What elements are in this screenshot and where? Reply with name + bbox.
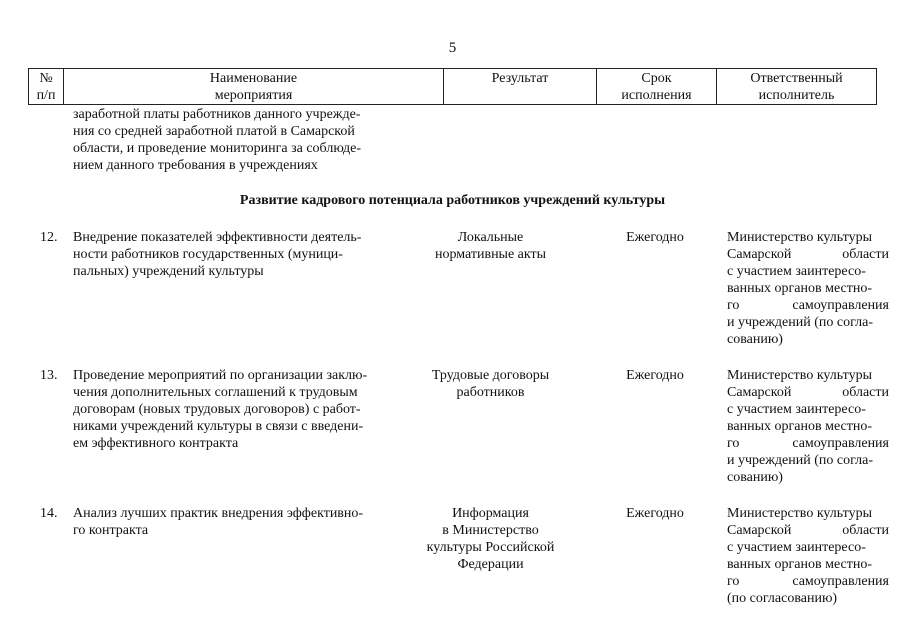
row-responsible: Министерство культуры Самарской области с участием заинтересо- ванных органов местно- го самоуправления и учреждений (по согла- сованию) xyxy=(727,230,889,347)
row-term: Ежегодно xyxy=(626,368,684,383)
row-name: Анализ лучших практик внедрения эффективно- го контракта xyxy=(73,506,364,538)
page-number: 5 xyxy=(448,40,457,56)
row-term: Ежегодно xyxy=(626,506,684,521)
row-name: Проведение мероприятий по организации заклю- чения дополнительных соглашений к трудовым договорам (новых трудовых договоров) с работ- никами учреждений культуры в связи с введени- ем эффективного контракта xyxy=(73,368,368,451)
table-header xyxy=(28,68,877,105)
section-title: Развитие кадрового потенциала работников учреждений культуры xyxy=(239,193,666,208)
row-number: 13. xyxy=(40,368,58,383)
header-term-column: Срок исполнения xyxy=(597,69,717,105)
row-responsible: Министерство культуры Самарской области с участием заинтересо- ванных органов местно- го самоуправления (по согласованию) xyxy=(727,506,889,606)
header-result-column: Результат xyxy=(444,69,597,105)
row-result: Трудовые договоры работников xyxy=(431,368,550,400)
header-responsible-column: Ответственный исполнитель xyxy=(717,69,877,105)
header-number-column: № п/п xyxy=(29,69,64,105)
row-number: 14. xyxy=(40,506,58,521)
row-term: Ежегодно xyxy=(626,230,684,245)
row-result: Информация в Министерство культуры Российской Федерации xyxy=(426,506,555,572)
row-name: Внедрение показателей эффективности деятель- ности работников государственных (муници- пальных) учреждений культуры xyxy=(73,230,362,279)
row-responsible: Министерство культуры Самарской области с участием заинтересо- ванных органов местно- го самоуправления и учреждений (по согла- сованию) xyxy=(727,368,889,485)
continuation-text: заработной платы работников данного учрежде- ния со средней заработной платой в Самарской области, и проведение мониторинга за соблюде- нием данного требования в учреждениях xyxy=(73,107,362,173)
row-result: Локальные нормативные акты xyxy=(434,230,547,262)
header-name-column: Наименование мероприятия xyxy=(64,69,444,105)
row-number: 12. xyxy=(40,230,58,245)
